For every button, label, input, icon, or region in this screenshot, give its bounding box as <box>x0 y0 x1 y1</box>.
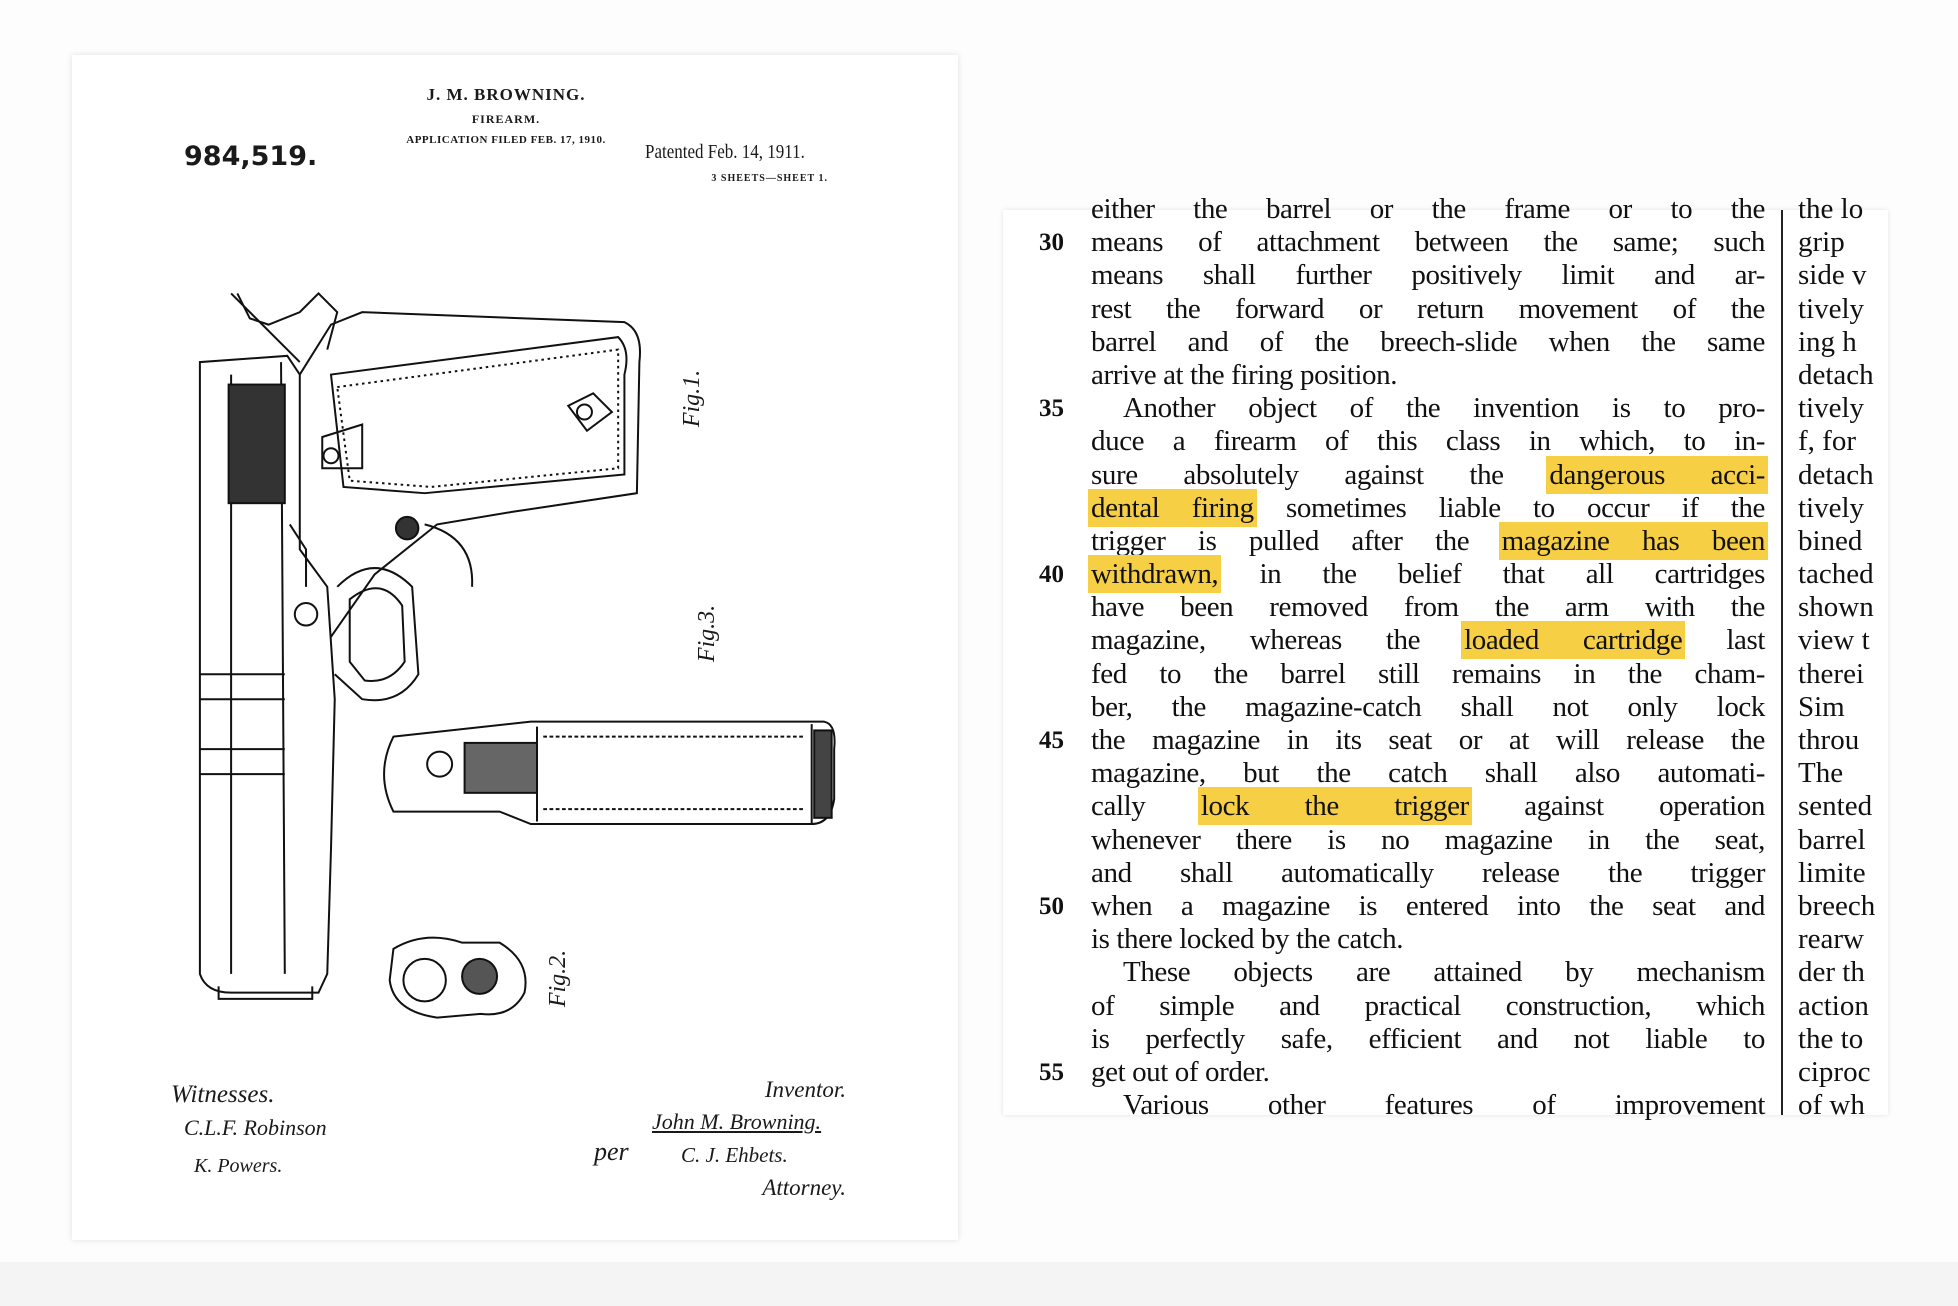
text-segment: means of attachment between the same; such <box>1091 226 1765 259</box>
text-line <box>1003 757 1888 790</box>
text-segment: Another object of the invention is to pro- <box>1123 392 1765 425</box>
text-column <box>1003 193 1888 1122</box>
fig-2-label: Fig.2. <box>545 949 572 1008</box>
adjacent-column-text: therei <box>1798 657 1865 690</box>
witness-signature: K. Powers. <box>194 1155 283 1177</box>
line-text <box>1091 425 1765 458</box>
text-line <box>1003 857 1888 890</box>
text-line <box>1003 326 1888 359</box>
adjacent-column-text: shown <box>1798 591 1874 624</box>
text-segment: is there locked by the catch. <box>1091 923 1404 956</box>
witnesses-label: Witnesses. <box>171 1081 275 1108</box>
adjacent-column-text: breech <box>1798 889 1876 922</box>
text-segment: sometimes liable to occur if the <box>1253 491 1766 524</box>
text-segment: sure absolutely against the <box>1091 458 1550 491</box>
fig-1-label: Fig.1. <box>679 369 706 428</box>
text-segment: last <box>1682 624 1766 657</box>
witness-signature: C.L.F. Robinson <box>184 1115 327 1140</box>
text-line <box>1003 558 1888 591</box>
line-text <box>1091 359 1765 392</box>
inventor-signature: John M. Browning. <box>652 1109 822 1134</box>
adjacent-column-text: rearw <box>1798 923 1865 956</box>
patent-filed-date: APPLICATION FILED FEB. 17, 1910. <box>406 134 606 146</box>
sheet-count: 3 SHEETS—SHEET 1. <box>711 173 828 184</box>
line-text <box>1091 1089 1765 1122</box>
text-line <box>1003 790 1888 823</box>
line-text <box>1091 691 1765 724</box>
adjacent-column-text: tively <box>1798 491 1865 524</box>
line-number: 55 <box>1039 1058 1064 1086</box>
adjacent-column-text: the lo <box>1798 193 1864 225</box>
line-text <box>1091 790 1765 823</box>
line-text <box>1091 658 1765 691</box>
highlighted-text: withdrawn, <box>1091 558 1219 591</box>
text-line <box>1003 425 1888 458</box>
text-segment: ber, the magazine-catch shall not only lock <box>1091 690 1765 723</box>
highlighted-text: magazine has been <box>1501 524 1765 557</box>
text-line <box>1003 1056 1888 1089</box>
line-text <box>1091 392 1765 425</box>
adjacent-column-text: detach <box>1798 458 1874 491</box>
text-segment: whenever there is no magazine in the seat, <box>1091 823 1765 856</box>
text-line <box>1003 525 1888 558</box>
attorney-label: Attorney. <box>762 1175 846 1200</box>
text-line <box>1003 658 1888 691</box>
text-line <box>1003 923 1888 956</box>
text-line <box>1003 359 1888 392</box>
text-line <box>1003 392 1888 425</box>
text-segment: the magazine in its seat or at will release the <box>1091 724 1765 756</box>
adjacent-column-text: limite <box>1798 856 1866 889</box>
text-segment: means shall further positively limit and ar- <box>1091 259 1765 292</box>
adjacent-column-text: of wh <box>1798 1089 1865 1122</box>
text-line <box>1003 890 1888 923</box>
adjacent-column-text: tively <box>1798 292 1865 325</box>
line-text <box>1091 624 1765 657</box>
text-segment: is perfectly safe, efficient and not liable to <box>1091 1022 1765 1055</box>
text-line <box>1003 956 1888 989</box>
fig-3-label: Fig.3. <box>694 604 721 663</box>
adjacent-column-text: barrel <box>1798 823 1866 856</box>
line-text <box>1091 259 1765 292</box>
highlighted-text: loaded cartridge <box>1464 624 1683 657</box>
adjacent-column-text: view t <box>1798 624 1870 657</box>
adjacent-column-text: bined <box>1798 524 1863 557</box>
adjacent-column-text: the to <box>1798 1022 1864 1055</box>
text-segment: and shall automatically release the trigger <box>1091 856 1765 889</box>
line-text <box>1091 956 1765 989</box>
line-text <box>1091 293 1765 326</box>
line-text <box>1091 226 1765 259</box>
text-segment: either the barrel or the frame or to the <box>1091 193 1765 225</box>
line-text <box>1091 459 1765 492</box>
text-line <box>1003 459 1888 492</box>
adjacent-column-text: detach <box>1798 358 1874 391</box>
adjacent-column-text: grip <box>1798 226 1845 259</box>
text-line <box>1003 624 1888 657</box>
text-segment: when a magazine is entered into the seat and <box>1091 889 1765 922</box>
line-text <box>1091 1056 1765 1089</box>
text-line <box>1003 691 1888 724</box>
text-segment: get out of order. <box>1091 1055 1270 1088</box>
line-text <box>1091 1023 1765 1056</box>
line-text <box>1091 890 1765 923</box>
line-number: 45 <box>1039 727 1064 754</box>
highlighted-text: dangerous acci- <box>1549 458 1766 491</box>
patent-inventor-name: J. M. BROWNING. <box>426 85 586 104</box>
line-text <box>1091 492 1765 525</box>
inventor-label: Inventor. <box>764 1077 846 1102</box>
patent-title: FIREARM. <box>471 112 541 126</box>
text-segment: magazine, but the catch shall also automati- <box>1091 757 1765 790</box>
text-line <box>1003 259 1888 292</box>
line-text <box>1091 923 1765 956</box>
text-segment: have been removed from the arm with the <box>1091 591 1765 624</box>
text-line <box>1003 990 1888 1023</box>
column-divider <box>1781 210 1783 1115</box>
adjacent-column-text: sented <box>1798 790 1873 823</box>
text-line <box>1003 724 1888 757</box>
line-text <box>1091 558 1765 591</box>
page-footer-strip <box>0 1262 1958 1306</box>
patent-number: 984,519. <box>184 141 318 172</box>
adjacent-column-text: der th <box>1798 956 1865 989</box>
text-segment: cally <box>1091 790 1201 823</box>
line-text <box>1091 824 1765 857</box>
text-segment: Various other features of improvement <box>1123 1089 1765 1122</box>
line-text <box>1091 990 1765 1023</box>
per-label: per <box>594 1137 629 1166</box>
adjacent-column-text: The <box>1798 757 1844 790</box>
adjacent-column-text: ciproc <box>1798 1055 1871 1088</box>
text-segment: of simple and practical construction, which <box>1091 989 1765 1022</box>
text-segment: magazine, whereas the <box>1091 624 1465 657</box>
text-line <box>1003 193 1888 226</box>
text-line <box>1003 1089 1888 1122</box>
adjacent-column-text: tached <box>1798 558 1874 591</box>
line-text <box>1091 326 1765 359</box>
text-segment: These objects are attained by mechanism <box>1123 956 1765 989</box>
line-number: 30 <box>1039 229 1064 257</box>
highlighted-text: dental firing <box>1091 491 1254 524</box>
adjacent-column-text: side v <box>1798 259 1867 292</box>
text-line <box>1003 293 1888 326</box>
adjacent-column-text: ing h <box>1798 325 1857 358</box>
line-text <box>1091 591 1765 624</box>
adjacent-column-text: throu <box>1798 724 1860 756</box>
text-segment: duce a firearm of this class in which, to in- <box>1091 425 1765 458</box>
text-segment: barrel and of the breech-slide when the same <box>1091 325 1765 358</box>
patent-drawing-sheet <box>72 55 958 1240</box>
line-number: 50 <box>1039 892 1064 920</box>
text-line <box>1003 492 1888 525</box>
attorney-signature: C. J. Ehbets. <box>681 1143 788 1167</box>
adjacent-column-text: f, for <box>1798 425 1856 458</box>
text-line <box>1003 226 1888 259</box>
text-segment: arrive at the firing position. <box>1091 358 1398 391</box>
patented-date: Patented Feb. 14, 1911. <box>645 141 805 163</box>
adjacent-column-text: action <box>1798 989 1869 1022</box>
text-segment: fed to the barrel still remains in the cham- <box>1091 657 1765 690</box>
line-text <box>1091 857 1765 890</box>
line-text <box>1091 757 1765 790</box>
text-line <box>1003 1023 1888 1056</box>
text-line <box>1003 824 1888 857</box>
text-segment: rest the forward or return movement of the <box>1091 292 1765 325</box>
line-number: 40 <box>1039 561 1064 589</box>
highlighted-text: lock the trigger <box>1200 790 1469 823</box>
line-number: 35 <box>1039 395 1064 423</box>
adjacent-column-text: Sim <box>1798 690 1845 723</box>
line-text <box>1091 724 1765 757</box>
text-segment: trigger is pulled after the <box>1091 524 1502 557</box>
text-segment: against operation <box>1468 790 1765 823</box>
patent-text-excerpt <box>1003 193 1888 1122</box>
line-text <box>1091 525 1765 558</box>
text-segment: in the belief that all cartridges <box>1218 558 1765 591</box>
adjacent-column-text: tively <box>1798 392 1865 425</box>
line-text <box>1091 193 1765 226</box>
text-line <box>1003 591 1888 624</box>
